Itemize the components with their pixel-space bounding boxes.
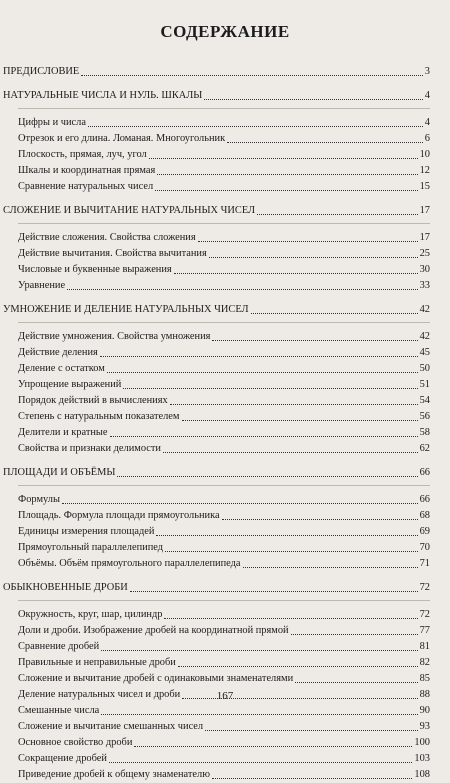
subsection-title: Деление с остатком <box>18 363 105 374</box>
section-page: 72 <box>419 582 430 593</box>
subsection-entry <box>3 278 430 294</box>
subsection-page: 93 <box>419 721 430 732</box>
dot-leader <box>67 288 418 290</box>
section-divider <box>18 322 430 323</box>
dot-leader <box>156 534 417 536</box>
subsection-entry <box>3 163 430 179</box>
dot-leader <box>123 387 417 389</box>
subsection-entry <box>3 115 430 131</box>
subsection-entry <box>3 540 430 556</box>
subsection-title: Прямоугольный параллелепипед <box>18 542 164 553</box>
subsection-page: 62 <box>419 443 430 454</box>
subsection-entry <box>3 377 430 393</box>
subsection-page: 108 <box>414 769 430 780</box>
dot-leader <box>243 566 418 568</box>
subsection-title: Цифры и числа <box>18 117 86 128</box>
dot-leader <box>101 713 417 715</box>
section-page: 66 <box>419 467 430 478</box>
subsection-page: 56 <box>419 411 430 422</box>
dot-leader <box>134 745 412 747</box>
subsection-entry <box>3 179 430 195</box>
page-number: 167 <box>216 690 234 702</box>
subsection-title: Окружность, круг, шар, цилиндр <box>18 609 163 620</box>
dot-leader <box>149 157 418 159</box>
dot-leader <box>291 633 418 635</box>
subsection-page: 51 <box>419 379 430 390</box>
subsection-title: Плоскость, прямая, луч, угол <box>18 149 147 160</box>
dot-leader <box>101 649 417 651</box>
section-gap <box>3 80 430 88</box>
subsection-entry <box>3 607 430 623</box>
subsection-entry <box>3 703 430 719</box>
section-entry <box>3 580 430 596</box>
subsection-title: Единицы измерения площадей <box>18 526 155 537</box>
subsection-entry <box>3 425 430 441</box>
subsection-page: 54 <box>419 395 430 406</box>
subsection-page: 77 <box>419 625 430 636</box>
subsection-title: Сокращение дробей <box>18 753 107 764</box>
subsection-entry <box>3 735 430 751</box>
dot-leader <box>174 272 418 274</box>
subsection-title: Формулы <box>18 494 60 505</box>
subsection-title: Площадь. Формула площади прямоугольника <box>18 510 220 521</box>
subsection-title: Уравнение <box>18 280 66 291</box>
section-entry <box>3 88 430 104</box>
subsection-title: Сравнение дробей <box>18 641 100 652</box>
dot-leader <box>165 550 418 552</box>
dot-leader <box>251 312 418 314</box>
subsection-page: 66 <box>419 494 430 505</box>
dot-leader <box>157 173 417 175</box>
dot-leader <box>182 419 418 421</box>
subsection-page: 72 <box>419 609 430 620</box>
subsection-entry <box>3 409 430 425</box>
subsection-entry <box>3 246 430 262</box>
subsection-title: Делители и кратные <box>18 427 108 438</box>
table-of-contents <box>3 64 430 783</box>
subsection-page: 69 <box>419 526 430 537</box>
subsection-page: 42 <box>419 331 430 342</box>
subsection-entry <box>3 492 430 508</box>
section-title: УМНОЖЕНИЕ И ДЕЛЕНИЕ НАТУРАЛЬНЫХ ЧИСЕЛ <box>3 304 249 315</box>
subsection-title: Шкалы и координатная прямая <box>18 165 156 176</box>
subsection-entry <box>3 639 430 655</box>
page-title: СОДЕРЖАНИЕ <box>160 22 290 41</box>
dot-leader <box>212 777 412 779</box>
dot-leader <box>222 518 418 520</box>
section-gap <box>3 572 430 580</box>
dot-leader <box>178 665 418 667</box>
subsection-title: Доли и дроби. Изображение дробей на координатной прямой <box>18 625 289 636</box>
dot-leader <box>204 98 422 100</box>
subsection-title: Объёмы. Объём прямоугольного параллелепипеда <box>18 558 241 569</box>
subsection-entry <box>3 767 430 783</box>
dot-leader <box>62 502 418 504</box>
subsection-title: Деление натуральных чисел и дроби <box>18 689 181 700</box>
section-page: 4 <box>424 90 430 101</box>
subsection-entry <box>3 147 430 163</box>
subsection-entry <box>3 262 430 278</box>
subsection-page: 88 <box>419 689 430 700</box>
subsection-title: Действие вычитания. Свойства вычитания <box>18 248 207 259</box>
subsection-page: 6 <box>424 133 430 144</box>
subsection-entry <box>3 524 430 540</box>
subsection-page: 82 <box>419 657 430 668</box>
section-title: СЛОЖЕНИЕ И ВЫЧИТАНИЕ НАТУРАЛЬНЫХ ЧИСЕЛ <box>3 205 256 216</box>
section-entry <box>3 64 430 80</box>
subsection-page: 50 <box>419 363 430 374</box>
subsection-title: Действие сложения. Свойства сложения <box>18 232 196 243</box>
subsection-entry <box>3 393 430 409</box>
dot-leader <box>295 681 417 683</box>
subsection-title: Смешанные числа <box>18 705 100 716</box>
subsection-page: 81 <box>419 641 430 652</box>
dot-leader <box>209 256 418 258</box>
section-title: НАТУРАЛЬНЫЕ ЧИСЛА И НУЛЬ. ШКАЛЫ <box>3 90 203 101</box>
subsection-entry <box>3 441 430 457</box>
subsection-entry <box>3 719 430 735</box>
subsection-title: Приведение дробей к общему знаменателю <box>18 769 210 780</box>
section-divider <box>18 600 430 601</box>
subsection-entry <box>3 556 430 572</box>
section-page: 42 <box>419 304 430 315</box>
subsection-title: Отрезок и его длина. Ломаная. Многоугольник <box>18 133 226 144</box>
subsection-page: 90 <box>419 705 430 716</box>
section-divider <box>18 485 430 486</box>
section-page: 17 <box>419 205 430 216</box>
subsection-title: Сложение и вычитание дробей с одинаковыми знаменателями <box>18 673 294 684</box>
subsection-title: Порядок действий в вычислениях <box>18 395 168 406</box>
dot-leader <box>107 371 418 373</box>
subsection-title: Правильные и неправильные дроби <box>18 657 176 668</box>
dot-leader <box>205 729 418 731</box>
subsection-title: Сравнение натуральных чисел <box>18 181 154 192</box>
subsection-page: 103 <box>414 753 430 764</box>
dot-leader <box>257 213 418 215</box>
dot-leader <box>117 475 417 477</box>
subsection-page: 10 <box>419 149 430 160</box>
subsection-entry <box>3 131 430 147</box>
subsection-page: 58 <box>419 427 430 438</box>
subsection-page: 85 <box>419 673 430 684</box>
subsection-title: Сложение и вычитание смешанных чисел <box>18 721 204 732</box>
subsection-entry <box>3 361 430 377</box>
subsection-title: Действие умножения. Свойства умножения <box>18 331 211 342</box>
section-page: 3 <box>424 66 430 77</box>
subsection-page: 15 <box>419 181 430 192</box>
section-gap <box>3 294 430 302</box>
subsection-page: 68 <box>419 510 430 521</box>
subsection-entry <box>3 751 430 767</box>
dot-leader <box>170 403 418 405</box>
subsection-title: Действие деления <box>18 347 98 358</box>
dot-leader <box>109 761 412 763</box>
subsection-page: 25 <box>419 248 430 259</box>
subsection-page: 30 <box>419 264 430 275</box>
section-title: ПЛОЩАДИ И ОБЪЁМЫ <box>3 467 116 478</box>
subsection-entry <box>3 671 430 687</box>
subsection-page: 17 <box>419 232 430 243</box>
dot-leader <box>155 189 417 191</box>
subsection-entry <box>3 655 430 671</box>
subsection-page: 70 <box>419 542 430 553</box>
dot-leader <box>164 617 417 619</box>
dot-leader <box>100 355 418 357</box>
subsection-entry <box>3 230 430 246</box>
subsection-entry <box>3 329 430 345</box>
dot-leader <box>88 125 423 127</box>
dot-leader <box>130 590 418 592</box>
section-divider <box>18 223 430 224</box>
subsection-page: 71 <box>419 558 430 569</box>
subsection-title: Свойства и признаки делимости <box>18 443 161 454</box>
section-gap <box>3 195 430 203</box>
subsection-page: 45 <box>419 347 430 358</box>
section-entry <box>3 465 430 481</box>
section-gap <box>3 457 430 465</box>
subsection-title: Степень с натуральным показателем <box>18 411 180 422</box>
dot-leader <box>198 240 418 242</box>
subsection-title: Основное свойство дроби <box>18 737 133 748</box>
dot-leader <box>227 141 423 143</box>
subsection-page: 4 <box>424 117 430 128</box>
dot-leader <box>110 435 418 437</box>
subsection-entry <box>3 508 430 524</box>
dot-leader <box>163 451 418 453</box>
subsection-page: 33 <box>419 280 430 291</box>
dot-leader <box>81 74 423 76</box>
subsection-page: 12 <box>419 165 430 176</box>
dot-leader <box>212 339 417 341</box>
subsection-page: 100 <box>414 737 430 748</box>
section-entry <box>3 203 430 219</box>
subsection-title: Числовые и буквенные выражения <box>18 264 172 275</box>
subsection-entry <box>3 623 430 639</box>
section-divider <box>18 108 430 109</box>
section-entry <box>3 302 430 318</box>
section-title: ПРЕДИСЛОВИЕ <box>3 66 80 77</box>
section-title: ОБЫКНОВЕННЫЕ ДРОБИ <box>3 582 128 593</box>
subsection-title: Упрощение выражений <box>18 379 122 390</box>
subsection-entry <box>3 345 430 361</box>
